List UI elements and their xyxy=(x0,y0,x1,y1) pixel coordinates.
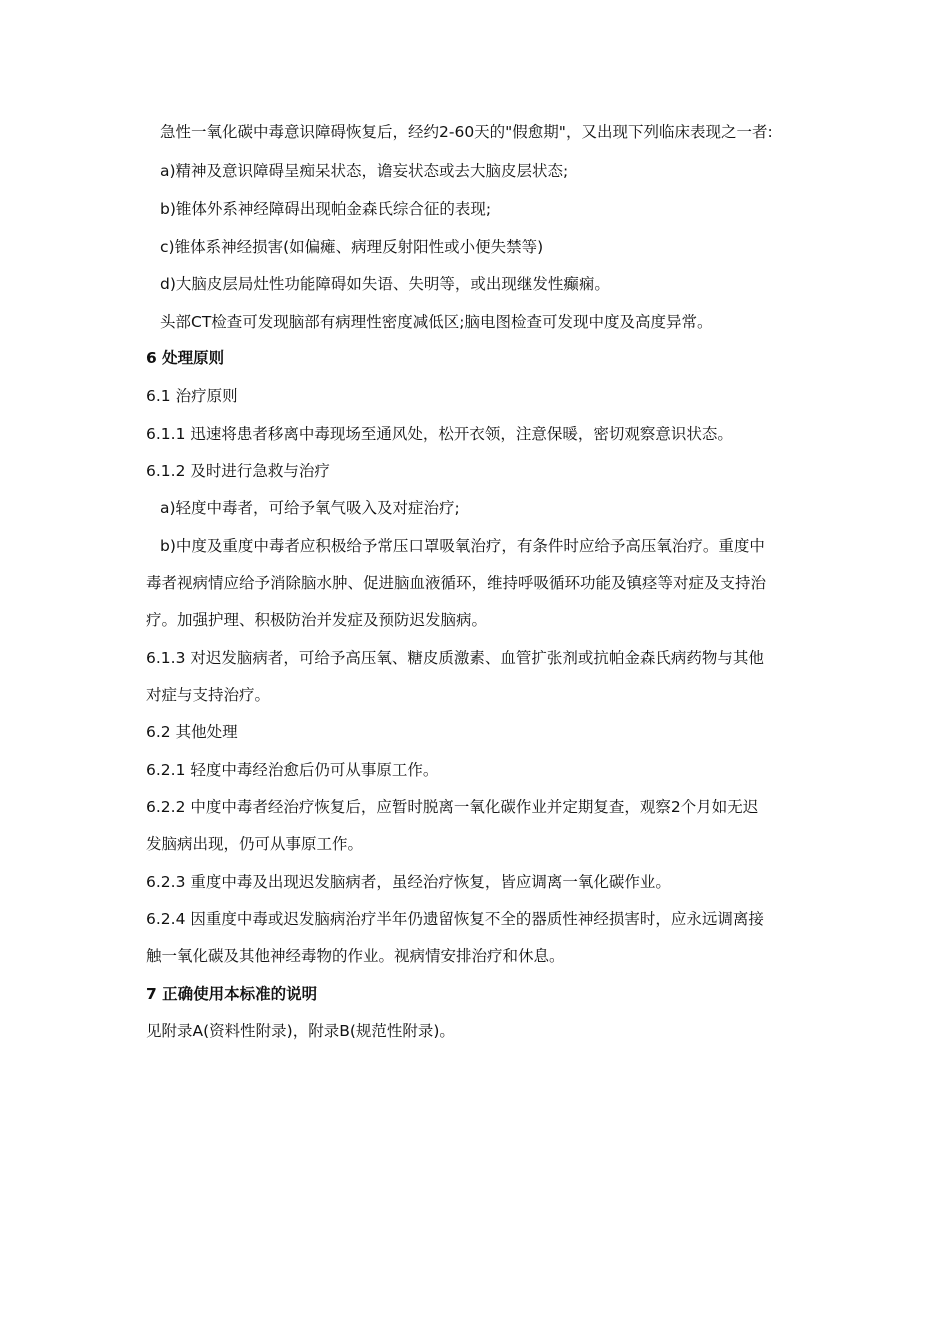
clause-6-2-4-line1: 6.2.4 因重度中毒或迟发脑病治疗半年仍遗留恢复不全的器质性神经损害时，应永远调离接 xyxy=(146,910,764,928)
subsection-heading-6-2: 6.2 其他处理 xyxy=(146,723,238,741)
clause-6-2-3: 6.2.3 重度中毒及出现迟发脑病者，虽经治疗恢复，皆应调离一氧化碳作业。 xyxy=(146,873,671,891)
clause-6-1-1: 6.1.1 迅速将患者移离中毒现场至通风处，松开衣领，注意保暖，密切观察意识状态。 xyxy=(146,425,733,443)
list-item-b-moderate-severe-line3: 疗。加强护理、积极防治并发症及预防迟发脑病。 xyxy=(146,611,488,629)
section-heading-7: 7 正确使用本标准的说明 xyxy=(146,985,318,1003)
list-item-a-mental: a)精神及意识障碍呈痴呆状态，谵妄状态或去大脑皮层状态; xyxy=(160,162,569,180)
clause-6-1-3-line1: 6.1.3 对迟发脑病者，可给予高压氧、糖皮质激素、血管扩张剂或抗帕金森氏病药物与其他 xyxy=(146,649,764,667)
clause-6-2-4-line2: 触一氧化碳及其他神经毒物的作业。视病情安排治疗和休息。 xyxy=(146,947,565,965)
clause-6-1-2: 6.1.2 及时进行急救与治疗 xyxy=(146,462,330,480)
list-item-c-pyramidal: c)锥体系神经损害(如偏瘫、病理反射阳性或小便失禁等) xyxy=(160,238,544,256)
clause-6-2-1: 6.2.1 轻度中毒经治愈后仍可从事原工作。 xyxy=(146,761,439,779)
section-heading-6: 6 处理原则 xyxy=(146,349,225,367)
paragraph-ct-eeg: 头部CT检查可发现脑部有病理性密度减低区;脑电图检查可发现中度及高度异常。 xyxy=(160,313,713,331)
clause-6-2-2-line1: 6.2.2 中度中毒者经治疗恢复后，应暂时脱离一氧化碳作业并定期复查，观察2个月如无迟 xyxy=(146,798,759,816)
list-item-b-extrapyramidal: b)锥体外系神经障碍出现帕金森氏综合征的表现; xyxy=(160,200,492,218)
clause-6-1-3-line2: 对症与支持治疗。 xyxy=(146,686,271,704)
list-item-b-moderate-severe-line2: 毒者视病情应给予消除脑水肿、促进脑血液循环，维持呼吸循环功能及镇痉等对症及支持治 xyxy=(146,574,767,592)
subsection-heading-6-1: 6.1 治疗原则 xyxy=(146,387,238,405)
paragraph-appendix-reference: 见附录A(资料性附录)，附录B(规范性附录)。 xyxy=(146,1022,455,1040)
list-item-a-mild: a)轻度中毒者，可给予氧气吸入及对症治疗; xyxy=(160,499,460,517)
clause-6-2-2-line2: 发脑病出现，仍可从事原工作。 xyxy=(146,835,364,853)
list-item-b-moderate-severe-line1: b)中度及重度中毒者应积极给予常压口罩吸氧治疗，有条件时应给予高压氧治疗。重度中 xyxy=(160,537,765,555)
list-item-d-cortical: d)大脑皮层局灶性功能障碍如失语、失明等，或出现继发性癫痫。 xyxy=(160,275,610,293)
paragraph-delayed-encephalopathy-intro: 急性一氧化碳中毒意识障碍恢复后，经约2-60天的"假愈期"，又出现下列临床表现之一者: xyxy=(160,123,773,141)
